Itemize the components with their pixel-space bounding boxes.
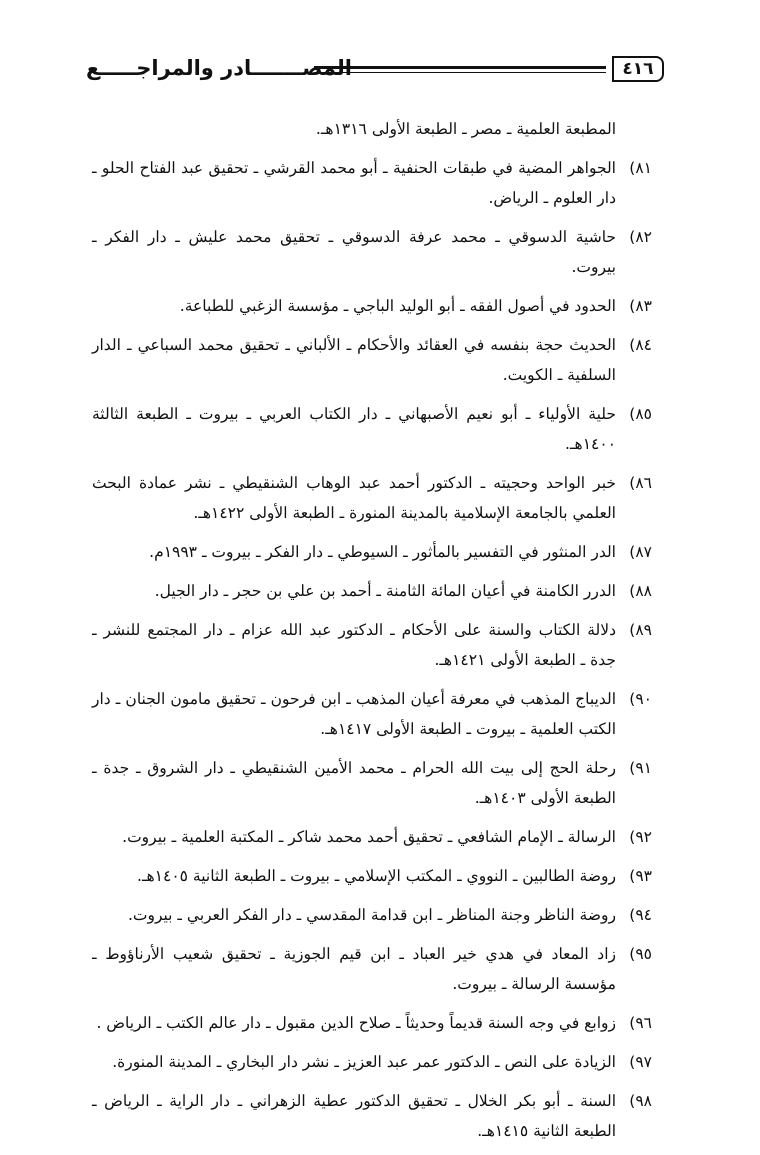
running-title: المصـــــــادر والمراجـــــع: [86, 56, 353, 80]
entry-text: الديباج المذهب في معرفة أعيان المذهب ـ ابن فرحون ـ تحقيق مامون الجنان ـ دار الكتب العلمية ـ بيروت ـ الطبعة الأولى ١٤١٧هـ.: [92, 690, 616, 738]
reference-entry: [92, 468, 652, 528]
reference-entry: [92, 822, 652, 852]
entry-text: زاد المعاد في هدي خير العباد ـ ابن قيم الجوزية ـ تحقيق شعيب الأرناؤوط ـ مؤسسة الرسالة ـ بيروت.: [92, 945, 616, 993]
reference-entry: [92, 753, 652, 813]
reference-entry: [92, 1047, 652, 1077]
entry-number: ٨١): [629, 159, 652, 177]
reference-entry: [92, 291, 652, 321]
reference-entry: [92, 939, 652, 999]
entry-number: ٩١): [629, 759, 652, 777]
entry-number: ٩٧): [629, 1053, 652, 1071]
entry-number: ٨٩): [629, 621, 652, 639]
entry-text: روضة الناظر وجنة المناظر ـ ابن قدامة المقدسي ـ دار الفكر العربي ـ بيروت.: [127, 906, 616, 924]
entry-number: ٩٣): [629, 867, 652, 885]
entry-text: زوابع في وجه السنة قديماً وحديثاً ـ صلاح الدين مقبول ـ دار عالم الكتب ـ الرياض .: [96, 1014, 616, 1032]
entry-text: روضة الطالبين ـ النووي ـ المكتب الإسلامي ـ بيروت ـ الطبعة الثانية ١٤٠٥هـ.: [137, 867, 616, 885]
header-rule-thin: [314, 72, 606, 73]
entry-text: خبر الواحد وحجيته ـ الدكتور أحمد عبد الوهاب الشنقيطي ـ نشر عمادة البحث العلمي بالجامعة الإسلامية بالمدينة المنورة ـ الطبعة الأولى ١٤٢٢هـ.: [92, 474, 616, 522]
reference-entry: [92, 576, 652, 606]
reference-entry: [92, 615, 652, 675]
entry-number: ٨٦): [629, 474, 652, 492]
entry-number: ٨٨): [629, 582, 652, 600]
entry-number: ٨٤): [629, 336, 652, 354]
reference-entry: [92, 861, 652, 891]
entry-number: ٩٢): [629, 828, 652, 846]
entry-text: الزيادة على النص ـ الدكتور عمر عبد العزيز ـ نشر دار البخاري ـ المدينة المنورة.: [112, 1053, 616, 1071]
entry-text: الدر المنثور في التفسير بالمأثور ـ السيوطي ـ دار الفكر ـ بيروت ـ ١٩٩٣م.: [149, 543, 616, 561]
entry-text: السنة ـ أبو بكر الخلال ـ تحقيق الدكتور عطية الزهراني ـ دار الراية ـ الرياض ـ الطبعة الثانية ١٤١٥هـ.: [92, 1092, 616, 1140]
entry-number: ٩٨): [629, 1092, 652, 1110]
entry-text: الحديث حجة بنفسه في العقائد والأحكام ـ الألباني ـ تحقيق محمد السباعي ـ الدار السلفية ـ الكويت.: [92, 336, 616, 384]
reference-entry: [92, 900, 652, 930]
entry-number: ٨٣): [629, 297, 652, 315]
entry-number: ٨٥): [629, 405, 652, 423]
entry-text: الرسالة ـ الإمام الشافعي ـ تحقيق أحمد محمد شاكر ـ المكتبة العلمية ـ بيروت.: [122, 828, 616, 846]
entry-number: ٩٥): [629, 945, 652, 963]
header-rule: [314, 66, 606, 69]
entry-number: ٩٦): [629, 1014, 652, 1032]
entry-number: ٨٢): [629, 228, 652, 246]
page-number: ٤١٦: [612, 56, 664, 82]
reference-entry: [92, 1008, 652, 1038]
reference-entry: [92, 330, 652, 390]
entry-number: ٨٧): [629, 543, 652, 561]
page-header: [86, 52, 664, 92]
reference-entry: [92, 153, 652, 213]
reference-entry: [92, 399, 652, 459]
entry-text: حلية الأولياء ـ أبو نعيم الأصبهاني ـ دار الكتاب العربي ـ بيروت ـ الطبعة الثالثة ١٤٠٠هـ.: [92, 405, 616, 453]
entry-text: رحلة الحج إلى بيت الله الحرام ـ محمد الأمين الشنقيطي ـ دار الشروق ـ جدة ـ الطبعة الأولى ١٤٠٣هـ.: [92, 759, 616, 807]
entry-text: الحدود في أصول الفقه ـ أبو الوليد الباجي ـ مؤسسة الزغبي للطباعة.: [179, 297, 616, 315]
entry-text: الجواهر المضية في طبقات الحنفية ـ أبو محمد القرشي ـ تحقيق عبد الفتاح الحلو ـ دار العلوم ـ الرياض.: [92, 159, 616, 207]
entry-text: الدرر الكامنة في أعيان المائة الثامنة ـ أحمد بن علي بن حجر ـ دار الجيل.: [154, 582, 616, 600]
reference-entry: [92, 537, 652, 567]
continued-entry: [92, 114, 652, 144]
entry-number: ٩٠): [629, 690, 652, 708]
entry-text: حاشية الدسوقي ـ محمد عرفة الدسوقي ـ تحقيق محمد عليش ـ دار الفكر ـ بيروت.: [92, 228, 616, 276]
entry-number: ٩٤): [629, 906, 652, 924]
references-list: [92, 114, 652, 1155]
entry-text: المطبعة العلمية ـ مصر ـ الطبعة الأولى ١٣١٦هـ.: [315, 120, 616, 138]
reference-entry: [92, 684, 652, 744]
reference-entry: [92, 1086, 652, 1146]
reference-entry: [92, 222, 652, 282]
entry-text: دلالة الكتاب والسنة على الأحكام ـ الدكتور عبد الله عزام ـ دار المجتمع للنشر ـ جدة ـ الطبعة الأولى ١٤٢١هـ.: [92, 621, 616, 669]
